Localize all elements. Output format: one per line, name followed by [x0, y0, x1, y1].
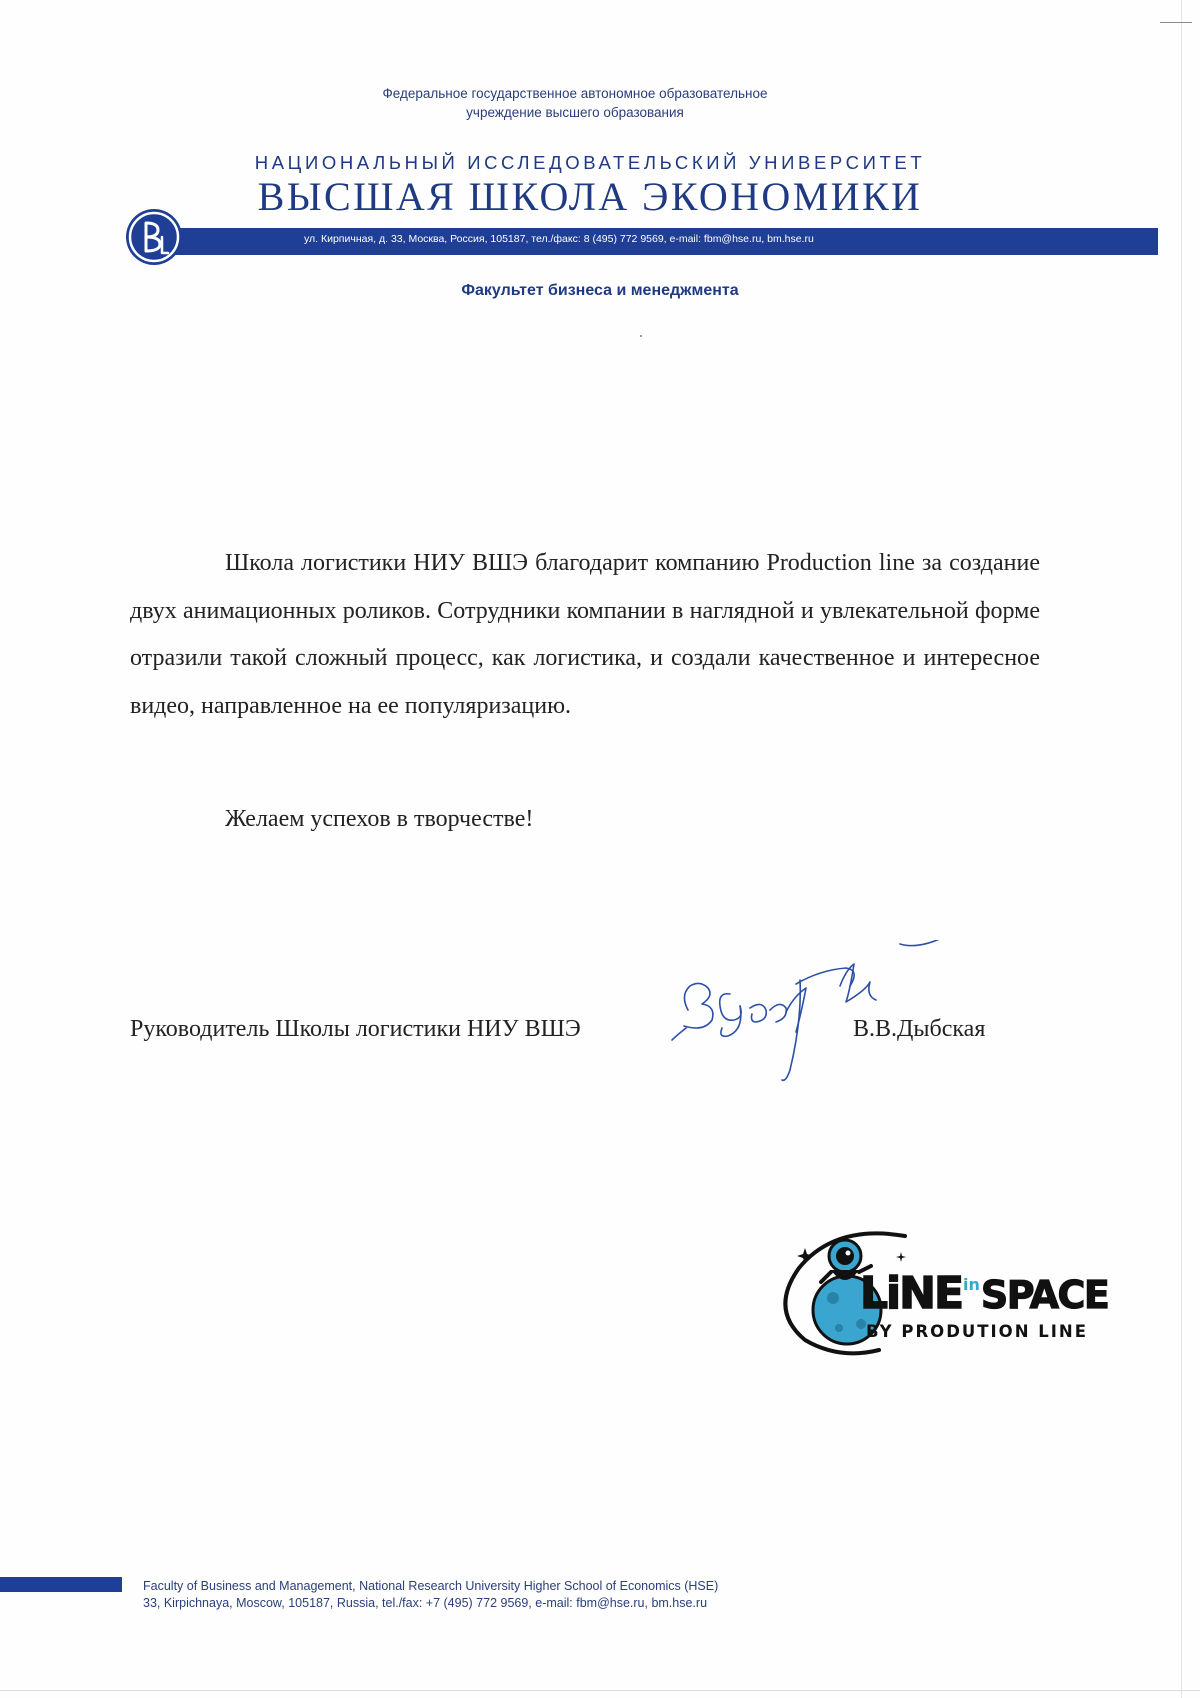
- footer-line1: Faculty of Business and Management, National Research University Higher School of Economics (HSE): [143, 1579, 719, 1593]
- signatory-title: Руководитель Школы логистики НИУ ВШЭ: [130, 1016, 581, 1042]
- scan-edge: [1181, 0, 1182, 1698]
- brand-name-space: SPACE: [980, 1273, 1109, 1317]
- footer-line2: 33, Kirpichnaya, Moscow, 105187, Russia, tel./fax: +7 (495) 772 9569, e-mail: fbm@hse.ru, bm.hse.ru: [143, 1596, 708, 1610]
- scan-mark: [1160, 22, 1192, 23]
- scan-speck: [640, 335, 642, 337]
- university-name: НАЦИОНАЛЬНЫЙ ИССЛЕДОВАТЕЛЬСКИЙ УНИВЕРСИТЕТ: [254, 152, 926, 173]
- letter-body: [130, 540, 1040, 730]
- letterhead-line1: Федеральное государственное автономное образовательное: [382, 86, 768, 101]
- scan-bottom-edge: [0, 1690, 1200, 1691]
- signatory-name: В.В.Дыбская: [853, 1016, 986, 1042]
- school-name: ВЫСШАЯ ШКОЛА ЭКОНОМИКИ: [257, 174, 923, 219]
- letterhead-line2: учреждение высшего образования: [466, 105, 684, 120]
- brand-subtitle: BY PRODUTION LINE: [866, 1322, 1088, 1341]
- letterhead-address: ул. Кирпичная, д. 33, Москва, Россия, 105187, тел./факс: 8 (495) 772 9569, e-mail: fbm@hse.ru, bm.hse.ru: [304, 233, 814, 245]
- letter-wish: Желаем успехов в творчестве!: [225, 806, 534, 832]
- handwritten-signature: [670, 940, 1000, 1090]
- brand-name: [860, 1268, 1108, 1319]
- letter-paragraph: Школа логистики НИУ ВШЭ благодарит компанию Production line за создание двух анимационных роликов. Сотрудники компании в наглядной и увлекательной форме отразили такой сложный процесс, как логистика, и создали качественное и интересное видео, направленное на ее популяризацию.: [130, 550, 1040, 719]
- hse-emblem-icon: [124, 207, 184, 267]
- brand-name-line: LiNE: [860, 1268, 962, 1319]
- faculty-name: Факультет бизнеса и менеджмента: [461, 282, 739, 299]
- brand-name-in: in: [963, 1275, 980, 1294]
- footer-bar: [0, 1577, 122, 1592]
